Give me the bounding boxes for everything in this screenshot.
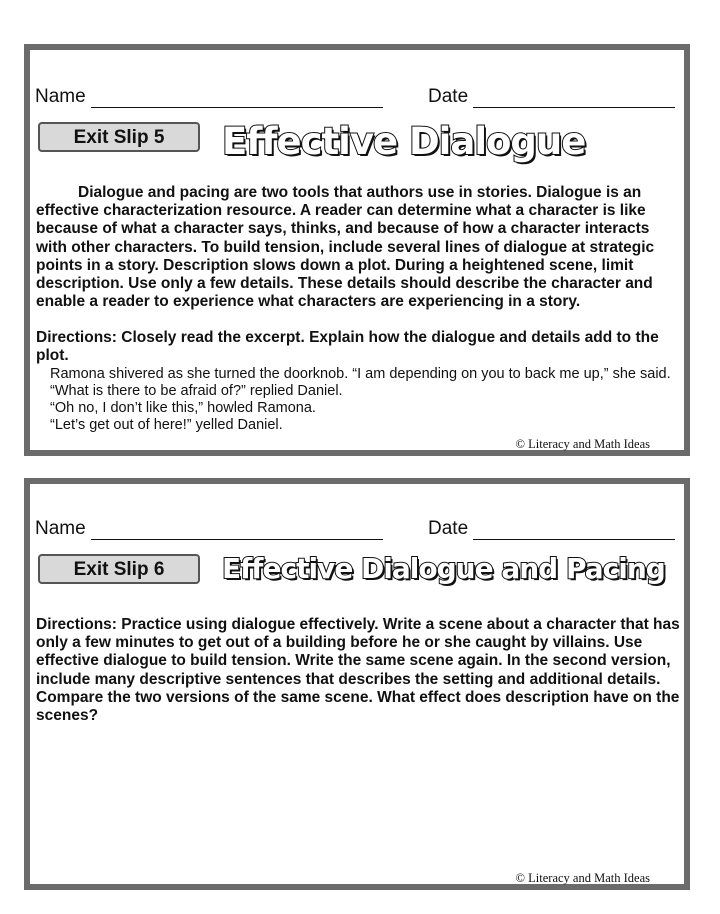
name-label: Name [35, 86, 86, 107]
date-label: Date [428, 518, 469, 539]
excerpt-line: “Oh no, I don’t like this,” howled Ramona. [50, 400, 316, 416]
date-label: Date [428, 86, 469, 107]
date-line [473, 539, 675, 540]
exit-slip-badge: Exit Slip 5 [38, 122, 200, 152]
name-line [91, 539, 383, 540]
excerpt-line: Ramona shivered as she turned the doorknob. “I am depending on you to back me up,” she said. [50, 366, 671, 382]
name-line [91, 107, 383, 108]
slip-title: Effective Dialogue [222, 120, 586, 163]
exit-slip-5-card [24, 44, 690, 456]
excerpt-line: “Let’s get out of here!” yelled Daniel. [50, 417, 283, 433]
name-row [35, 86, 383, 108]
exit-slip-badge: Exit Slip 6 [38, 554, 200, 584]
name-row [35, 518, 383, 540]
intro-paragraph: Dialogue and pacing are two tools that authors use in stories. Dialogue is an effective characterization resource. A reader can determine what a character is like because of what a character says, thinks, and because of how a character interacts with other characters. To build tension, include several lines of dialogue at strategic points in a story. Description slows down a plot. During a heightened scene, limit description. Use only a few details. These details should describe the character and enable a reader to experience what characters are experiencing in a story. [36, 184, 655, 311]
date-row [428, 86, 675, 108]
directions-text: Directions: Closely read the excerpt. Explain how the dialogue and details add to the plot. [36, 329, 659, 365]
exit-slip-6-card [24, 478, 690, 890]
excerpt-line: “What is there to be afraid of?” replied Daniel. [50, 383, 343, 399]
date-row [428, 518, 675, 540]
copyright: © Literacy and Math Ideas [515, 871, 650, 885]
slip-title: Effective Dialogue and Pacing [222, 552, 665, 585]
excerpt [50, 366, 690, 434]
name-label: Name [35, 518, 86, 539]
copyright: © Literacy and Math Ideas [515, 437, 650, 451]
directions-text: Directions: Practice using dialogue effectively. Write a scene about a character that has only a few minutes to get out of a building before he or she caught by villains. Use effective dialogue to build tension. Write the same scene again. In the second version, include many descriptive sentences that describes the setting and additional details. Compare the two versions of the same scene. What effect does description have on the scenes? [36, 616, 680, 725]
date-line [473, 107, 675, 108]
